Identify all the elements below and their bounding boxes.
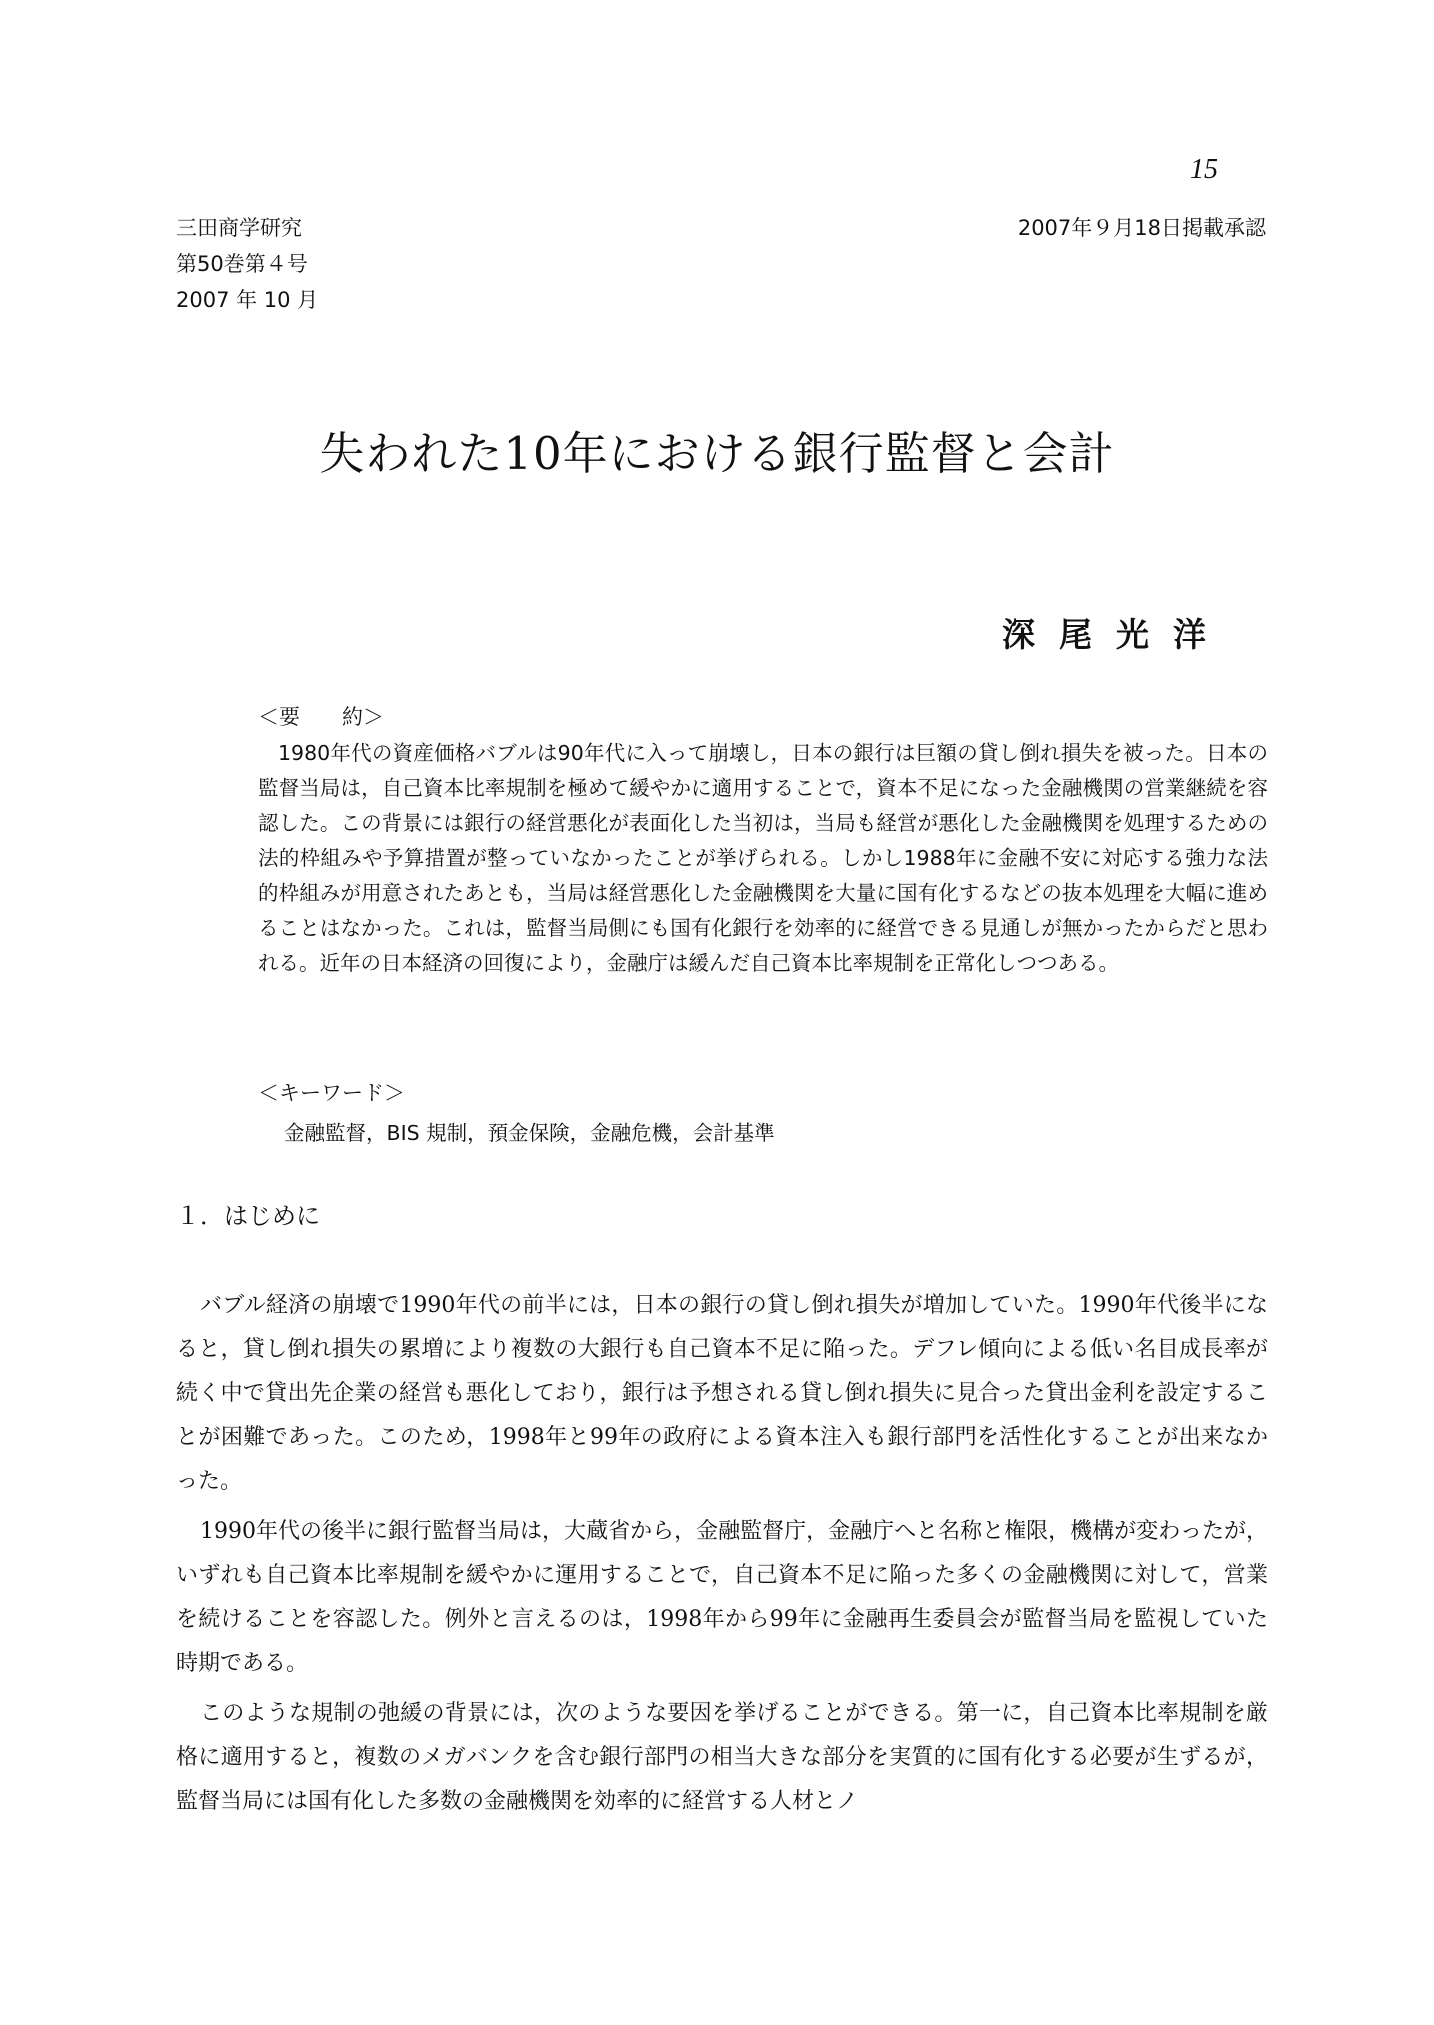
keywords-list: 金融監督，BIS 規制，預金保険，金融危機，会計基準 — [284, 1121, 775, 1145]
author-name: 深尾光洋 — [1002, 615, 1230, 654]
page-number: 15 — [1190, 154, 1218, 185]
paragraph: このような規制の弛緩の背景には，次のような要因を挙げることができる。第一に，自己資本比率規制を厳格に適用すると，複数のメガバンクを含む銀行部門の相当大きな部分を実質的に国有化する必要が生ずるが，監督当局には国有化した多数の金融機関を効率的に経営する人材とノ — [176, 1701, 1268, 1814]
section-heading: １．はじめに — [176, 1202, 320, 1230]
body-text — [176, 1284, 1268, 1830]
keywords-label: ＜キーワード＞ — [258, 1081, 405, 1105]
abstract-text: 1980年代の資産価格バブルは90年代に入って崩壊し，日本の銀行は巨額の貸し倒れ損失を被った。日本の監督当局は，自己資本比率規制を極めて緩やかに適用することで，資本不足になった金融機関の営業継続を容認した。この背景には銀行の経営悪化が表面化した当初は，当局も経営が悪化した金融機関を処理するための法的枠組みや予算措置が整っていなかったことが挙げられる。しかし1988年に金融不安に対応する強力な法的枠組みが用意されたあとも，当局は経営悪化した金融機関を大量に国有化するなどの抜本処理を大幅に進めることはなかった。これは，監督当局側にも国有化銀行を効率的に経営できる見通しが無かったからだと思われる。近年の日本経済の回復により，金融庁は緩んだ自己資本比率規制を正常化しつつある。 — [258, 741, 1268, 975]
paragraph: 1990年代の後半に銀行監督当局は，大蔵省から，金融監督庁，金融庁へと名称と権限，機構が変わったが，いずれも自己資本比率規制を緩やかに運用することで，自己資本不足に陥った多くの金融機関に対して，営業を続けることを容認した。例外と言えるのは，1998年から99年に金融再生委員会が監督当局を監視していた時期である。 — [176, 1519, 1268, 1676]
journal-name: 三田商学研究 — [176, 216, 302, 240]
journal-volume: 第50巻第４号 — [176, 252, 308, 276]
paper-title: 失われた10年における銀行監督と会計 — [319, 427, 1115, 480]
paragraph: バブル経済の崩壊で1990年代の前半には，日本の銀行の貸し倒れ損失が増加していた。1990年代後半になると，貸し倒れ損失の累増により複数の大銀行も自己資本不足に陥った。デフレ傾向による低い名目成長率が続く中で貸出先企業の経営も悪化しており，銀行は予想される貸し倒れ損失に見合った貸出金利を設定することが困難であった。このため，1998年と99年の政府による資本注入も銀行部門を活性化することが出来なかった。 — [176, 1293, 1268, 1494]
abstract-label: ＜要 約＞ — [258, 705, 384, 729]
journal-date: 2007 年 10 月 — [176, 288, 319, 312]
journal-info — [176, 210, 318, 318]
approval-date: 2007年９月18日掲載承認 — [1017, 216, 1266, 240]
